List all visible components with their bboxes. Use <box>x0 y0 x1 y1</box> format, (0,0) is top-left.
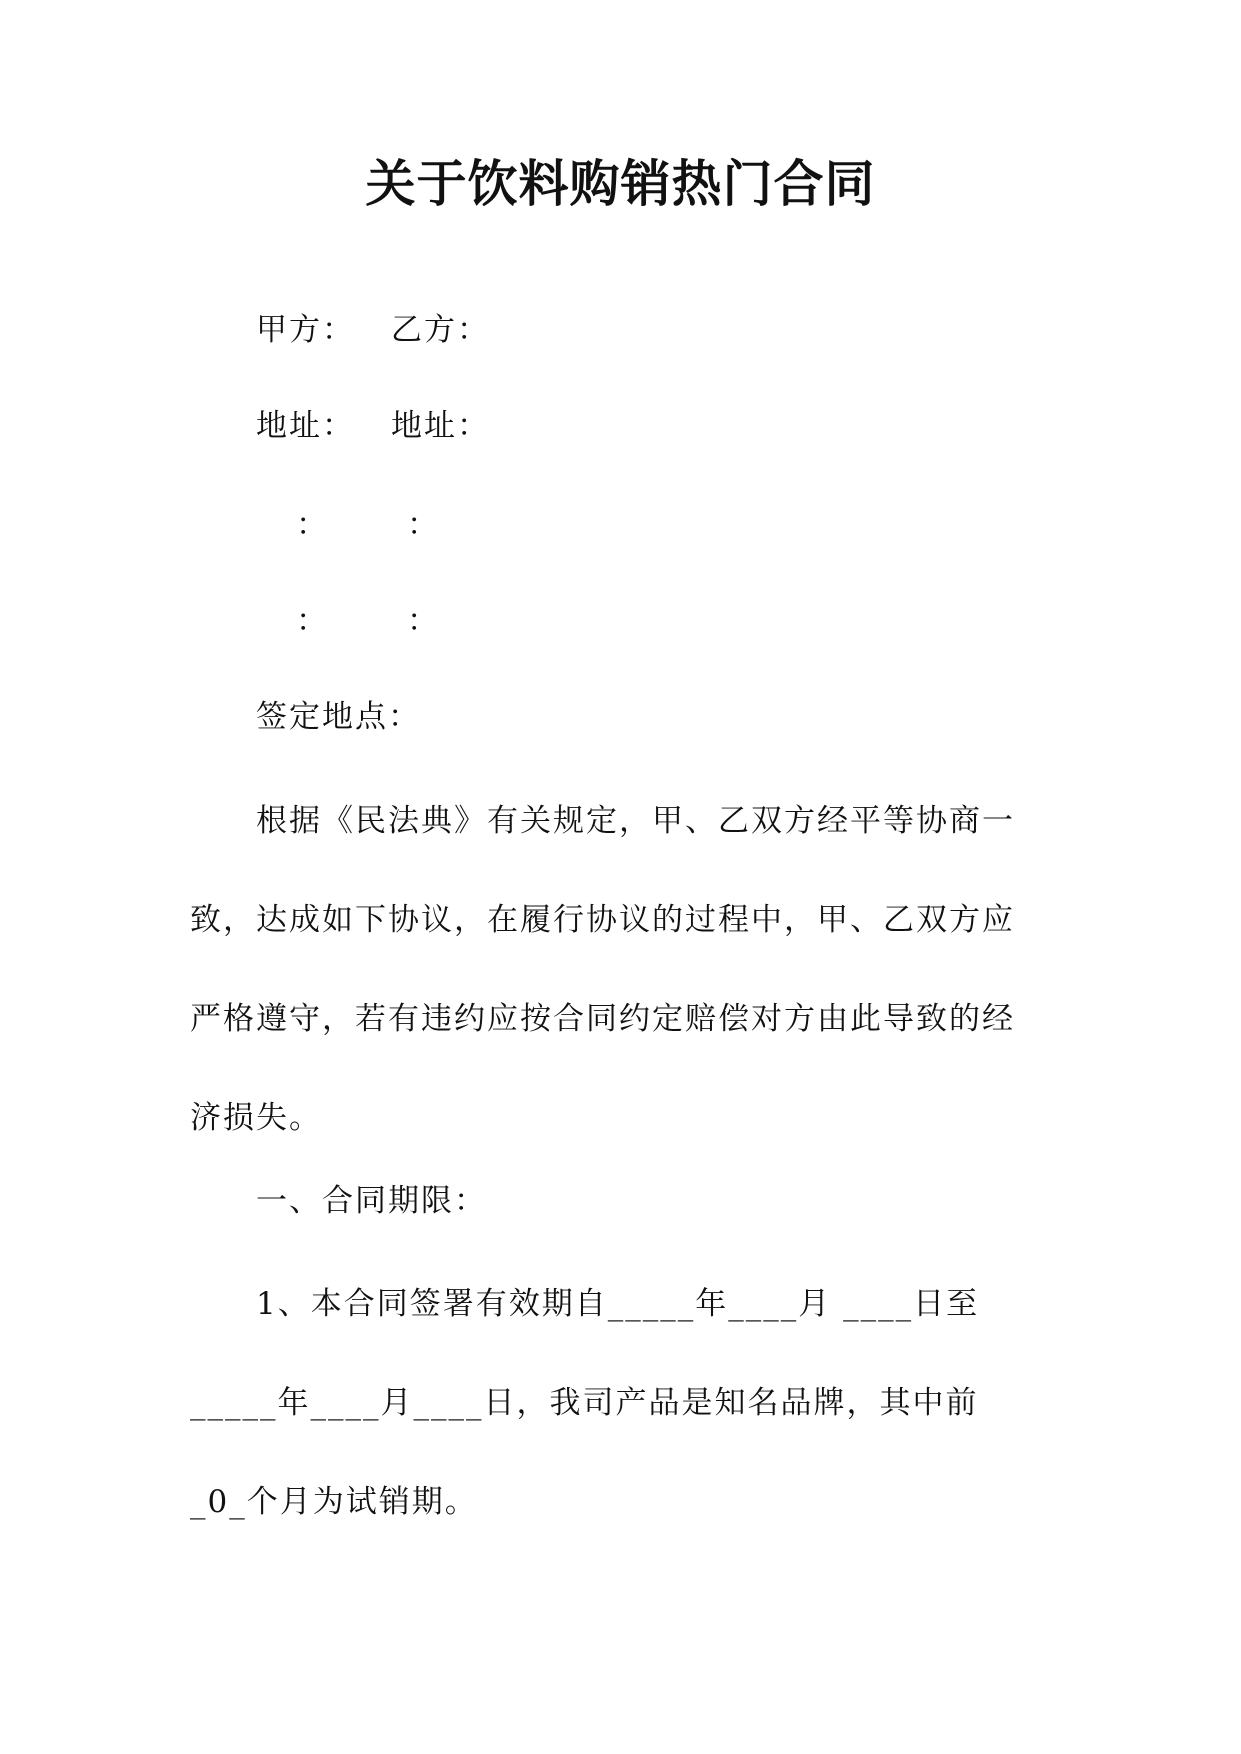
clause-1-paragraph: 1、本合同签署有效期自_____年____月 ____日至_____年____月____日，我司产品是知名品牌，其中前_0_个月为试销期。 <box>190 1286 980 1520</box>
party-a-blank-colon-1: ： <box>296 507 329 543</box>
party-b-address-label: 地址： <box>391 408 490 444</box>
blank-field-row-1 <box>296 503 440 547</box>
party-b-label: 乙方： <box>391 312 490 348</box>
blank-field-row-2 <box>296 599 440 643</box>
party-a-blank-colon-2: ： <box>296 603 329 639</box>
address-row <box>256 404 490 448</box>
party-a-address-label: 地址： <box>256 408 355 444</box>
party-row <box>256 308 490 352</box>
signing-place-label: 签定地点： <box>256 699 421 735</box>
party-b-blank-colon-1: ： <box>407 507 440 543</box>
document-title: 关于饮料购销热门合同 <box>365 155 876 213</box>
section-1-heading: 一、合同期限： <box>256 1183 487 1219</box>
intro-paragraph: 根据《民法典》有关规定，甲、乙双方经平等协商一致，达成如下协议，在履行协议的过程中，甲、乙双方应严格遵守，若有违约应按合同约定赔偿对方由此导致的经济损失。 <box>190 803 1015 1136</box>
party-a-label: 甲方： <box>256 312 355 348</box>
party-b-blank-colon-2: ： <box>407 603 440 639</box>
